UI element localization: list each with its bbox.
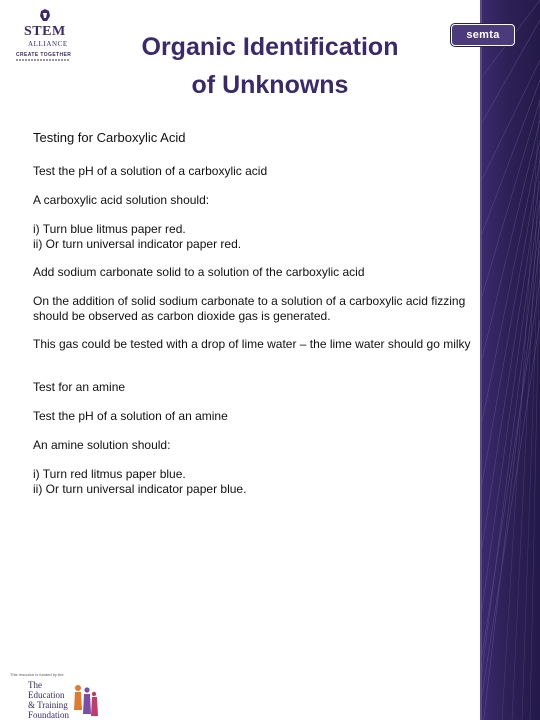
list-acid-indicators: i) Turn blue litmus paper red. ii) Or turn universal indicator paper red.	[33, 222, 242, 251]
heading-amine: Test for an amine	[33, 380, 126, 394]
paragraph-acid-should: A carboxylic acid solution should:	[33, 193, 210, 207]
page-title	[60, 28, 480, 104]
alliance-logo-word: ALLIANCE	[28, 40, 68, 48]
paragraph-fizzing: On the addition of solid sodium carbonate to a solution of a carboxylic acid fizzing should be observed as carbon dioxide gas is generated.	[33, 294, 466, 323]
semta-logo: semta	[451, 24, 515, 46]
title-line-2: of Unknowns	[191, 71, 349, 99]
decorative-side-band	[482, 0, 540, 720]
list-amine-indicators: i) Turn red litmus paper blue. ii) Or turn universal indicator paper blue.	[33, 467, 247, 496]
people-figures-icon	[70, 682, 100, 720]
subheading-test-ph-acid: Test the pH of a solution of a carboxylic acid	[33, 164, 268, 178]
band-pattern-icon	[482, 0, 540, 720]
subheading-sodium-carbonate: Add sodium carbonate solid to a solution of the carboxylic acid	[33, 265, 365, 279]
funded-by-text: This resource is funded by the	[10, 672, 64, 677]
stem-logo-word: STEM	[24, 24, 66, 39]
paragraph-lime-water: This gas could be tested with a drop of lime water – the lime water should go milky	[33, 337, 471, 351]
logo-tagline: CREATE TOGETHER	[16, 52, 72, 58]
foundation-name: The Education & Training Foundation	[28, 680, 70, 720]
title-line-1: Organic Identification	[141, 33, 399, 61]
subheading-test-ph-amine: Test the pH of a solution of an amine	[33, 409, 228, 423]
heading-carboxylic-acid: Testing for Carboxylic Acid	[33, 130, 186, 145]
education-training-foundation-logo	[8, 664, 98, 720]
paragraph-amine-should: An amine solution should:	[33, 438, 171, 452]
